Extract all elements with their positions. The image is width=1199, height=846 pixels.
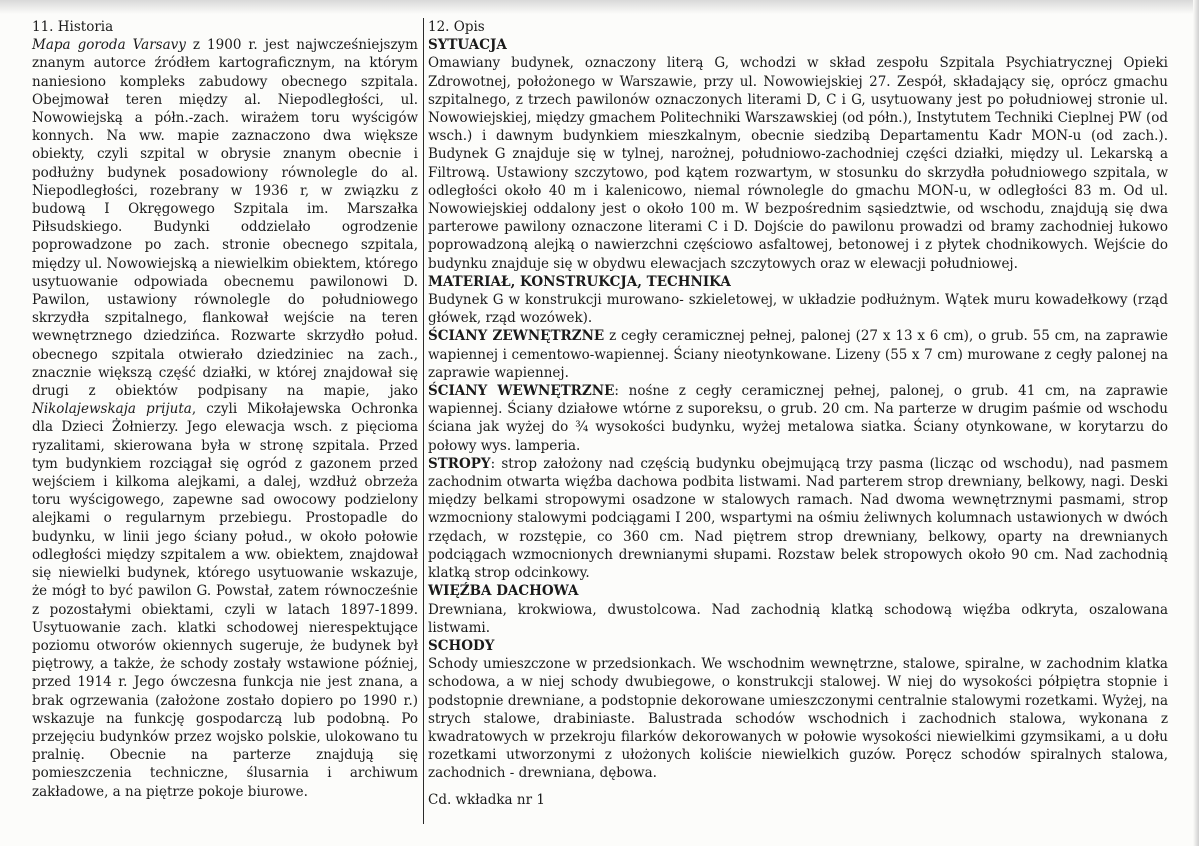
footer-continuation: Cd. wkładka nr 1 (428, 791, 545, 808)
ochronka-name: Nikolajewskaja prijuta (32, 401, 192, 418)
paragraph-sciany-zewnetrzne (428, 327, 1168, 382)
history-text-1: z 1900 r. jest najwcześniejszym znanym autorce źródłem kartograficznym, na którym naniesiono kompleks zabudowy obecnego szpitala. Obejmował teren między al. Niepodległości, ul. Nowowiejską a półn.-zach. wirażem toru wyścigów konnych. Na ww. mapie zaznaczono dwa większe obiekty, czyli szpital w obrysie znanym obecnie i podłużny budynek posadowiony równolegle do al. Niepodległości, rozebrany w 1936 r, w związku z budową I Okręgowego Szpitala im. Marszałka Piłsudskiego. Budynki oddzielało ogrodzenie poprowadzone po zach. stronie obecnego szpitala, między ul. Nowowiejską a niewielkim obiektem, którego usytuowanie odpowiada obecnemu pawilonowi D. Pawilon, ustawiony równolegle do południowego skrzydła szpitalnego, flankował wejście na teren wewnętrznego dziedzińca. Rozwarte skrzydło połud. obecnego szpitala otwierało dziedziniec na zach., znacznie większą część działki, w której znajdował się drugi z obiektów podpisany na mapie, jako (32, 37, 418, 400)
text-sytuacja: Omawiany budynek, oznaczony literą G, wchodzi w skład zespołu Szpitala Psychiatrycznej Opieki Zdrowotnej, położonego w Warszawie, przy ul. Nowowiejskiej 27. Zespół, składający się, oprócz gmachu szpitalnego, z trzech pawilonów oznaczonych literami D, C i G, usytuowany jest po południowej stronie ul. Nowowiejskiej, między gmachem Politechniki Warszawskiej (od półn.), Instytutem Techniki Cieplnej PW (od wsch.) i dawnym budynkiem mieszkalnym, obecnie siedzibą Departamentu Kadr MON-u (od zach.). Budynek G znajduje się w tylnej, narożnej, południowo-zachodniej części działki, między ul. Lekarską a Filtrową. Ustawiony szczytowo, pod kątem rozwartym, w stosunku do skrzydła południowego szpitala, w odległości około 40 m i kalenicowo, niemal równolegle do gmachu MON-u, w odległości 83 m. Od ul. Nowowiejskiej oddalony jest o około 100 m. W bezpośrednim sąsiedztwie, od wschodu, znajdują się dwa parterowe pawilony oznaczone literami C i D. Dojście do pawilonu prowadzi od bramy zachodniej łukowo poprowadzoną alejką o nawierzchni częściowo asfaltowej, betonowej i z płytek chodnikowych. Wejście do budynku znajduje się w obydwu elewacjach szczytowych oraz w elewacji południowej. (428, 55, 1168, 272)
heading-sciany-zewnetrzne: ŚCIANY ZEWNĘTRZNE (428, 328, 605, 345)
paragraph-sciany-wewnetrzne (428, 382, 1168, 455)
history-paragraph (32, 36, 418, 801)
history-column (32, 18, 418, 801)
text-stropy: : strop założony nad częścią budynku obejmującą trzy pasma (licząc od wschodu), nad pasmem zachodnim otwarta więźba dachowa podbita listwami. Nad parterem strop drewniany, belkowy, nagi. Deski między belkami stropowymi osadzone w stalowych ramach. Nad dwoma wewnętrznymi pasmami, strop wzmocniony stalowymi podciągami I 200, wspartymi na ośmiu żeliwnych kolumnach ustawionych w dwóch rzędach, w rozstępie, co 360 cm. Nad piętrem strop drewniany, belkowy, oparty na drewnianych podciągach wzmocnionych drewnianymi słupami. Rozstaw belek stropowych około 90 cm. Nad zachodnią klatką strop odcinkowy. (428, 455, 1168, 582)
scan-edge-top (0, 0, 1199, 14)
heading-sciany-wewnetrzne: ŚCIANY WEWNĘTRZNE (428, 383, 615, 400)
history-section-title: 11. Historia (32, 19, 114, 35)
text-sciany-zewnetrzne: z cegły ceramicznej pełnej, palonej (27 x 13 x 6 cm), o grub. 55 cm, na zaprawie wapiennej i cementowo-wapiennej. Ściany nieotynkowane. Lizeny (55 x 7 cm) murowane z cegły palonej na zaprawie wapiennej. (428, 328, 1168, 381)
history-text-2: , czyli Mikołajewska Ochronka dla Dzieci Żołnierzy. Jego elewacja wsch. z pięcioma ryzalitami, skierowana była w stronę szpitala. Przed tym budynkiem rozciągał się ogród z gazonem przed wejściem i kilkoma alejkami, a dalej, wzdłuż obrzeża toru wyścigowego, zapewne sad owocowy podzielony alejkami o regularnym przebiegu. Prostopadle do budynku, w linii jego ściany połud., w około połowie odległości między szpitalem a ww. obiektem, znajdował się niewielki budynek, którego usytuowanie wskazuje, że mógł to być pawilon G. Powstał, zatem równocześnie z pozostałymi obiektami, czyli w latach 1897-1899. Usytuowanie zach. klatki schodowej nierespektujące poziomu otworów okiennych sugeruje, że budynek był piętrowy, a także, że schody zostały wstawione później, przed 1914 r. Jego ówczesna funkcja nie jest znana, a brak ogrzewania (założone zostało dopiero po 1990 r.) wskazuje na funkcję gospodarczą lub podobną. Po przejęciu budynków przez wojsko polskie, ulokowano tu pralnię. Obecnie na parterze znajdują się pomieszczenia techniczne, ślusarnia i archiwum zakładowe, a na piętrze pokoje biurowe. (32, 401, 418, 800)
text-material: Budynek G w konstrukcji murowano- szkieletowej, w układzie podłużnym. Wątek muru kowadełkowy (rząd główek, rząd wozówek). (428, 292, 1168, 327)
description-column (428, 18, 1168, 809)
map-title: Mapa goroda Varsavy (32, 37, 186, 54)
heading-schody: SCHODY (428, 637, 495, 654)
paragraph-stropy (428, 455, 1168, 582)
text-sciany-wewnetrzne: : nośne z cegły ceramicznej pełnej, palonej, o grub. 41 cm, na zaprawie wapiennej. Ściany działowe wtórne z suporeksu, o grub. 20 cm. Na parterze w drugim paśmie od wschodu ściana jak wyżej do ¾ wysokości budynku, wyżej metalowa siatka. Ściany otynkowane, w korytarzu do połowy wys. lamperia. (428, 383, 1168, 454)
column-divider (423, 18, 424, 824)
heading-wiezba: WIĘŹBA DACHOWA (428, 583, 579, 600)
scan-edge-right (1193, 0, 1199, 846)
heading-material: MATERIAŁ, KONSTRUKCJA, TECHNIKA (428, 273, 731, 290)
heading-stropy: STROPY (428, 455, 491, 472)
description-section-title: 12. Opis (428, 19, 485, 35)
text-schody: Schody umieszczone w przedsionkach. We wschodnim wewnętrzne, stalowe, spiralne, w zachodnim klatka schodowa, a w niej schody dwubiegowe, o konstrukcji stalowej. W niej do wysokości półpiętra stopnie i podstopnie drewniane, a podstopnie dekorowane umieszczonymi centralnie stalowymi rozetkami. Wyżej, na strych stalowe, drabiniaste. Balustrada schodów wschodnich i zachodnich stalowa, wykonana z kwadratowych w przekroju filarków dekorowanych w połowie wysokości niewielkimi gzymsikami, a u dołu rozetkami utworzonymi z ułożonych koliście niewielkich guzów. Poręcz schodów spiralnych stalowa, zachodnich - drewniana, dębowa. (428, 656, 1168, 782)
heading-sytuacja: SYTUACJA (428, 37, 507, 54)
text-wiezba: Drewniana, krokwiowa, dwustolcowa. Nad zachodnią klatką schodową więźba odkryta, oszalowana listwami. (428, 601, 1168, 636)
